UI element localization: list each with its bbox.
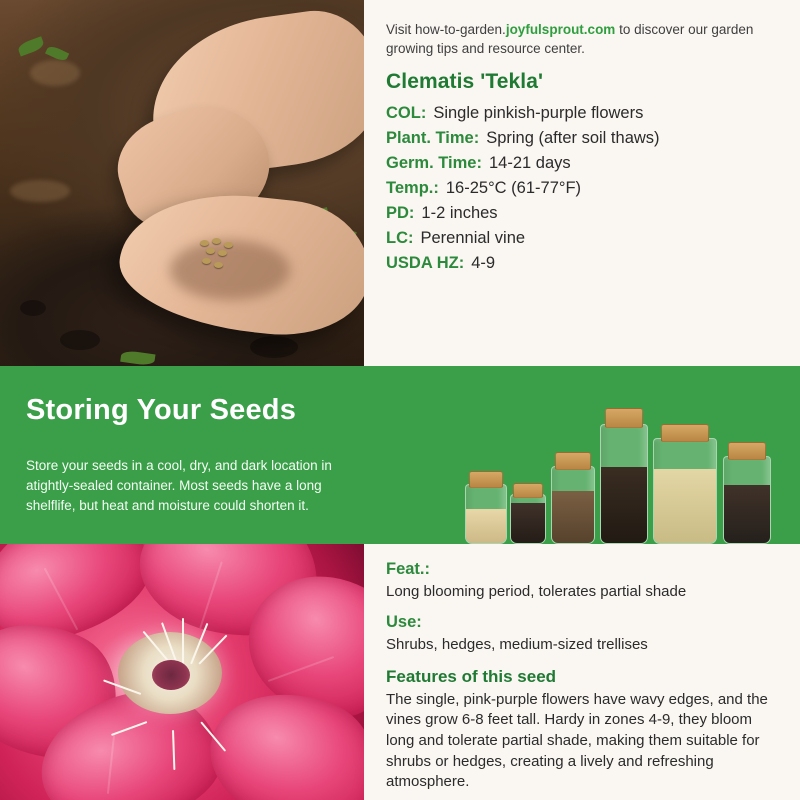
spec-row-temperature — [386, 179, 776, 198]
flower-core — [152, 660, 190, 690]
visit-suffix: to discover our garden growing tips and resource center. — [386, 22, 754, 57]
cork-icon — [661, 424, 709, 442]
jar-contents — [724, 485, 770, 543]
spec-value: 14-21 days — [488, 154, 571, 173]
spec-row-col — [386, 104, 776, 123]
spec-label: Temp.: — [386, 179, 439, 198]
jar-sunflower-seeds — [723, 456, 771, 544]
features-text: The single, pink-purple flowers have wavy edges, and the vines grow 6-8 feet tall. Hardy in zones 4-9, they bloom long and tolerate partial shade, making them suitable for shrubs or hedges, creating a lively and refreshing atmosphere. — [386, 690, 768, 791]
soil-clod-icon — [60, 330, 100, 350]
cork-icon — [555, 452, 591, 470]
jar-brown-medium — [551, 466, 595, 544]
stamen — [182, 618, 184, 664]
spec-row-germination-time — [386, 154, 776, 173]
plant-info-panel — [364, 0, 800, 366]
spec-row-usda-hardiness-zone — [386, 254, 776, 273]
spec-value: Spring (after soil thaws) — [486, 129, 660, 148]
jar-contents — [466, 509, 506, 543]
jar-dark-small — [510, 494, 546, 544]
band-title: Storing Your Seeds — [26, 394, 297, 426]
storing-seeds-band — [0, 366, 800, 544]
features-panel — [364, 544, 800, 800]
visit-line — [386, 20, 776, 58]
spec-row-planting-depth — [386, 204, 776, 223]
spec-label: COL: — [386, 104, 427, 123]
band-text: Store your seeds in a cool, dry, and dark location in atightly-sealed container. Most seeds have a long shelflife, but heat and moisture could shorten it. — [26, 457, 332, 513]
feat-value: Long blooming period, tolerates partial shade — [386, 583, 687, 600]
soil-planting-photo — [0, 0, 364, 366]
spec-label: Plant. Time: — [386, 129, 480, 148]
spec-row-life-cycle — [386, 229, 776, 248]
spec-label: USDA HZ: — [386, 254, 465, 273]
jar-contents — [511, 503, 545, 543]
spec-label: Germ. Time: — [386, 154, 482, 173]
spec-row-planting-time — [386, 129, 776, 148]
seeds-in-palm — [196, 238, 240, 278]
plant-title: Clematis 'Tekla' — [386, 70, 544, 94]
feat-label: Feat.: — [386, 560, 431, 578]
use-label: Use: — [386, 613, 422, 632]
soil-highlight — [10, 180, 70, 202]
spec-value: Single pinkish-purple flowers — [433, 104, 644, 123]
cork-icon — [605, 408, 643, 428]
jar-large-pumpkin-seeds — [653, 438, 717, 544]
spec-value: 1-2 inches — [421, 204, 498, 223]
soil-clod-icon — [250, 336, 298, 358]
spec-label: LC: — [386, 229, 414, 248]
jar-contents — [601, 467, 647, 543]
visit-prefix: Visit how-to-garden. — [386, 22, 506, 37]
jar-contents — [552, 491, 594, 543]
jar-small-beige — [465, 484, 507, 544]
spec-value: 16-25°C (61-77°F) — [445, 179, 582, 198]
clematis-flower-photo — [0, 544, 364, 800]
features-heading: Features of this seed — [386, 666, 557, 686]
soil-highlight — [30, 60, 80, 86]
top-section — [0, 0, 800, 366]
soil-clod-icon — [20, 300, 46, 316]
seed-jars-photo — [455, 382, 785, 544]
spec-label: PD: — [386, 204, 415, 223]
spec-value: 4-9 — [471, 254, 496, 273]
brand-link[interactable]: joyfulsprout.com — [505, 22, 616, 37]
cork-icon — [469, 471, 503, 488]
jar-contents — [654, 469, 716, 543]
spec-value: Perennial vine — [420, 229, 526, 248]
cork-icon — [728, 442, 766, 460]
bottom-section — [0, 544, 800, 800]
jar-tall-dark — [600, 424, 648, 544]
cork-icon — [513, 483, 543, 498]
use-value: Shrubs, hedges, medium-sized trellises — [386, 636, 648, 654]
